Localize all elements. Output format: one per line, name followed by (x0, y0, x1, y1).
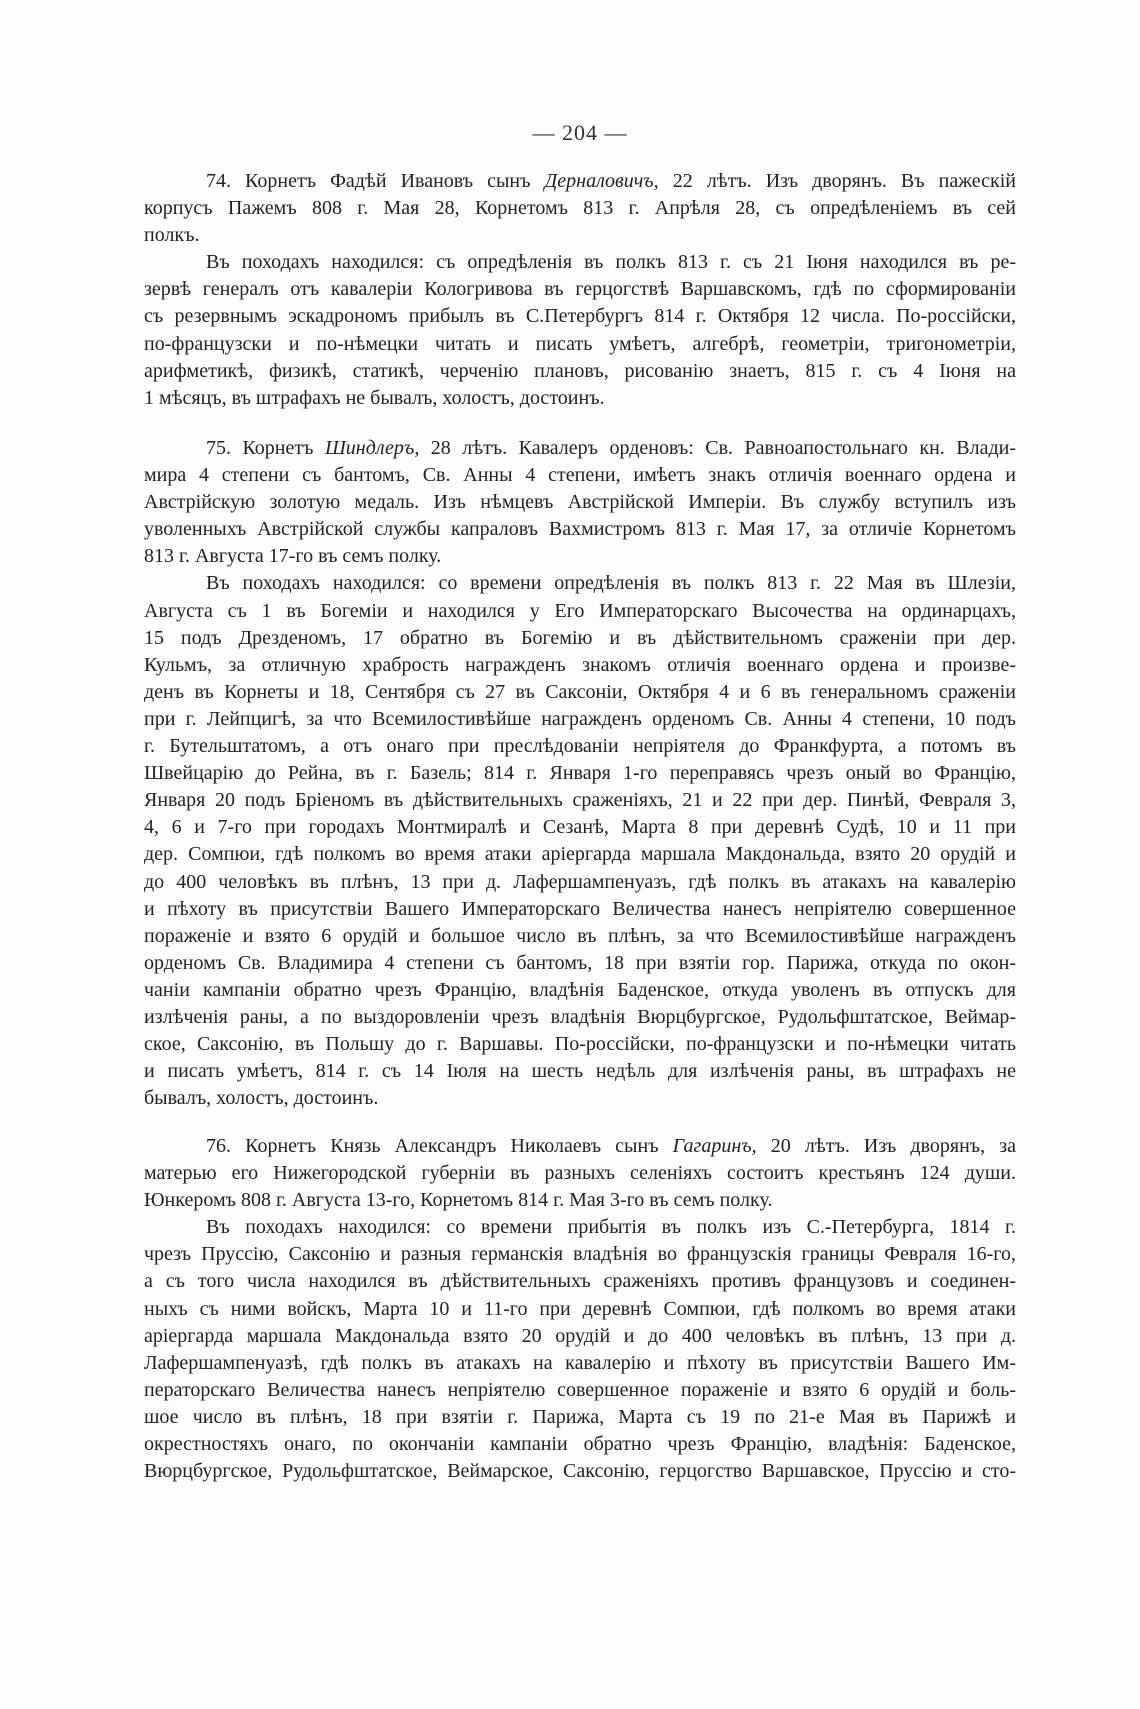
entry-75-service-line-4: Кульмъ, за отличную храбрость награжденъ знакомъ отличія военнаго ордена и произве- (144, 653, 1016, 676)
entry-75-service-line-10: 4, 6 и 7-го при городахъ Монтмиралѣ и Сезанѣ, Марта 8 при деревнѣ Судѣ, 10 и 11 при (144, 816, 1016, 839)
entry-74-heading-line-3: полкъ. (144, 224, 200, 247)
entry-75-heading-line-2: мира 4 степени съ бантомъ, Св. Анны 4 степени, имѣетъ знакъ отличія военнаго ордена и (144, 464, 1016, 487)
entry-74-heading-tail: 22 лѣтъ. Изъ дворянъ. Въ пажескій (672, 170, 1017, 192)
page-number: — 204 — (532, 120, 628, 145)
entry-74 (144, 168, 1016, 412)
entry-74-surname: Дерналовичъ, (544, 170, 659, 192)
entry-75-heading-line-4: уволенныхъ Австрійской службы капраловъ Вахмистромъ 813 г. Мая 17, за отличіе Корнетомъ (144, 518, 1016, 541)
entry-74-service-line-1: Въ походахъ находился: съ опредѣленія въ полкъ 813 г. съ 21 Іюня находился въ ре- (206, 251, 1016, 274)
entry-75-heading-line-1 (144, 435, 1016, 462)
entry-75-service-line-6: при г. Лейпцигѣ, за что Всемилостивѣйше награжденъ орденомъ Св. Анны 4 степени, 10 подъ (144, 707, 1016, 730)
entry-75 (144, 435, 1016, 1112)
entry-74-service-line-6: 1 мѣсяцъ, въ штрафахъ не бывалъ, холостъ, достоинъ. (144, 386, 605, 409)
entry-74-heading-line-1 (144, 168, 1016, 195)
entry-75-service-line-2: Августа съ 1 въ Богеміи и находился у Его Императорскаго Высочества на ординарцахъ, (144, 599, 1016, 622)
entry-76-service-line-5: аріергарда маршала Макдональда взято 20 орудій и до 400 человѣкъ въ плѣнъ, 13 при д. (144, 1324, 1016, 1347)
entry-75-service-line-9: Января 20 подъ Бріеномъ въ дѣйствительныхъ сраженіяхъ, 21 и 22 при дер. Пинѣй, Февраля 3, (144, 789, 1016, 812)
entry-76-service-line-6: Лафершампенуазѣ, гдѣ полкъ въ атакахъ на кавалерію и пѣхоту въ присутствіи Вашего Им- (144, 1351, 1016, 1374)
entry-76-service-line-2: чрезъ Пруссію, Саксонію и разныя германскія владѣнія во французскія границы Февраля 16-го, (144, 1243, 1016, 1266)
entry-74-heading-lead: 74. Корнетъ Фадѣй Ивановъ сынъ (206, 170, 531, 192)
entry-75-service-line-7: г. Бутельштатомъ, а отъ онаго при преслѣдованіи непріятеля до Франкфурта, а потомъ въ (144, 735, 1016, 758)
entry-74-heading-line-2: корпусъ Пажемъ 808 г. Мая 28, Корнетомъ 813 г. Апрѣля 28, съ опредѣленіемъ въ сей (144, 197, 1016, 220)
entry-76-heading-line-3: Юнкеромъ 808 г. Августа 13-го, Корнетомъ 814 г. Мая 3-го въ семъ полку. (144, 1189, 773, 1212)
entry-76-service-line-10: Вюрцбургское, Рудольфштатское, Веймарское, Саксонію, герцогство Варшавское, Пруссію и сто- (144, 1460, 1016, 1483)
entry-75-service-line-15: орденомъ Св. Владимира 4 степени съ бантомъ, 18 при взятіи гор. Парижа, откуда по окон- (144, 951, 1016, 974)
entry-75-service-line-18: ское, Саксонію, въ Польшу до г. Варшавы. По-россійски, по-французски и по-нѣмецки читать (144, 1033, 1016, 1056)
entry-75-heading-tail: 28 лѣтъ. Кавалеръ орденовъ: Св. Равноапостольнаго кн. Влади- (430, 437, 1017, 459)
entry-76-service-line-4: ныхъ съ ними войскъ, Марта 10 и 11-го при деревнѣ Сомпюи, гдѣ полкомъ во время атаки (144, 1297, 1016, 1320)
entry-75-heading-line-3: Австрійскую золотую медаль. Изъ нѣмцевъ Австрійской Имперіи. Въ службу вступилъ изъ (144, 491, 1016, 514)
entry-74-service-line-3: съ резервнымъ эскадрономъ прибылъ въ С.Петербургъ 814 г. Октября 12 числа. По-россійски, (144, 305, 1016, 328)
entry-76-service-line-3: а съ того числа находился въ дѣйствительныхъ сраженіяхъ противъ французовъ и соединен- (144, 1270, 1016, 1293)
entry-75-service-line-19: и писать умѣетъ, 814 г. съ 14 Іюля на шесть недѣль для излѣченія раны, въ штрафахъ не (144, 1060, 1016, 1083)
entry-75-service-line-13: и пѣхоту въ присутствіи Вашего Императорскаго Величества нанесъ непріятелю совершенное (144, 897, 1016, 920)
entry-76-service-line-8: шое число въ плѣнъ, 18 при взятіи г. Парижа, Марта съ 19 по 21-е Мая въ Парижѣ и (144, 1405, 1016, 1428)
entry-76-service-line-7: ператорскаго Величества нанесъ непріятелю совершенное пораженіе и взято 6 орудій и боль- (144, 1378, 1016, 1401)
entry-76-heading-tail: 20 лѣтъ. Изъ дворянъ, за (770, 1135, 1017, 1157)
entry-75-heading-line-5: 813 г. Августа 17-го въ семъ полку. (144, 545, 442, 568)
entry-74-service-line-5: арифметикѣ, физикѣ, статикѣ, черченію плановъ, рисованію знаетъ, 815 г. съ 4 Іюня на (144, 359, 1016, 382)
entry-75-service-line-17: излѣченія раны, а по выздоровленіи чрезъ владѣнія Вюрцбургское, Рудольфштатское, Веймар- (144, 1005, 1016, 1028)
entry-74-service-line-4: по-французски и по-нѣмецки читать и писать умѣетъ, алгебрѣ, геометріи, тригонометріи, (144, 332, 1016, 355)
entry-76-heading-line-1 (144, 1133, 1016, 1160)
entry-75-service-line-8: Швейцарію до Рейна, въ г. Базель; 814 г. Января 1-го переправясь чрезъ оный во Францію, (144, 762, 1016, 785)
entry-76-service-line-1: Въ походахъ находился: со времени прибытія въ полкъ изъ С.-Петербурга, 1814 г. (206, 1216, 1016, 1239)
entry-75-service-line-5: денъ въ Корнеты и 18, Сентября съ 27 въ Саксоніи, Октября 4 и 6 въ генеральномъ сраженіи (144, 680, 1016, 703)
entry-75-service-line-11: дер. Сомпюи, гдѣ полкомъ во время атаки аріергарда маршала Макдональда, взято 20 орудій и (144, 843, 1016, 866)
entry-75-service-line-12: до 400 человѣкъ въ плѣнъ, 13 при д. Лафершампенуазъ, гдѣ полкъ въ атакахъ на кавалерію (144, 870, 1016, 893)
entry-76-heading-line-2: матерью его Нижегородской губерніи въ разныхъ селеніяхъ состоитъ крестьянъ 124 души. (144, 1162, 1016, 1185)
entry-74-service-line-2: зервѣ генералъ отъ кавалеріи Кологривова въ герцогствѣ Варшавскомъ, гдѣ по сформированіи (144, 278, 1016, 301)
entry-75-service-line-1: Въ походахъ находился: со времени опредѣленія въ полкъ 813 г. 22 Мая въ Шлезіи, (206, 572, 1016, 595)
entry-75-surname: Шиндлеръ, (324, 437, 420, 459)
entry-76-service-line-9: окрестностяхъ онаго, по окончаніи кампаніи обратно чрезъ Францію, владѣнія: Баденское, (144, 1433, 1016, 1456)
entry-75-service-line-14: пораженіе и взято 6 орудій и большое число въ плѣнъ, за что Всемилостивѣйше награжденъ (144, 924, 1016, 947)
entry-75-service-line-3: 15 подъ Дрезденомъ, 17 обратно въ Богемію и въ дѣйствительномъ сраженіи при дер. (144, 626, 1016, 649)
entry-75-service-line-16: чаніи кампаніи обратно чрезъ Францію, владѣнія Баденское, откуда уволенъ въ отпускъ для (144, 978, 1016, 1001)
entry-76 (144, 1133, 1016, 1485)
entry-76-surname: Гагаринъ, (672, 1135, 757, 1157)
entry-75-heading-lead: 75. Корнетъ (206, 437, 314, 459)
entry-76-heading-lead: 76. Корнетъ Князь Александръ Николаевъ сынъ (206, 1135, 659, 1157)
entry-75-service-line-20: бывалъ, холостъ, достоинъ. (144, 1087, 379, 1110)
